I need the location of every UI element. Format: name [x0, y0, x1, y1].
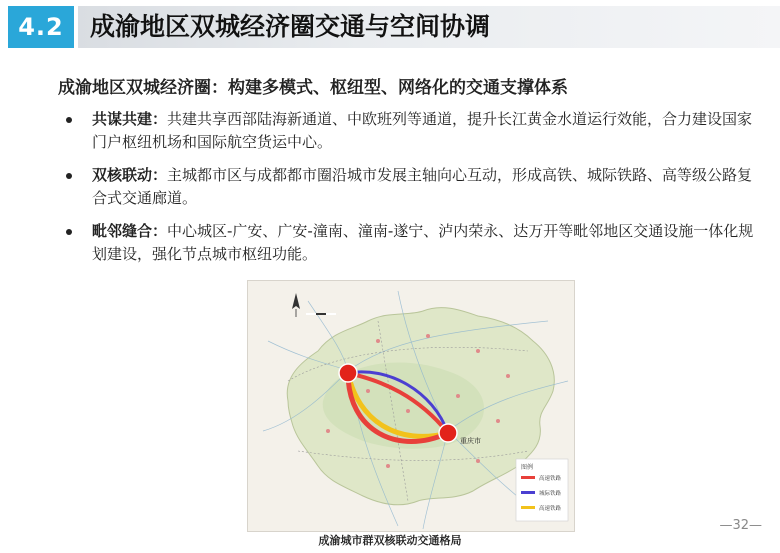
- chongqing-label: 重庆市: [460, 437, 481, 445]
- bullet-dot: [66, 117, 72, 123]
- header: [0, 0, 780, 56]
- chongqing-core-node: [439, 424, 457, 442]
- chengdu-core-node: [339, 364, 357, 382]
- map-svg: [248, 281, 574, 531]
- map-legend: [516, 459, 568, 521]
- bullet-lead: 双核联动：: [92, 166, 168, 184]
- bullet-text: 主城都市区与成都都市圈沿城市发展主轴向心互动，形成高铁、城际铁路、高等级公路复合式交通廊道。: [92, 166, 753, 207]
- bullet-text: 共建共享西部陆海新通道、中欧班列等通道，提升长江黄金水道运行效能，合力建设国家门户枢纽机场和国际航空货运中心。: [92, 110, 753, 151]
- bullet-item-adjacent: [58, 220, 758, 266]
- bullet-lead: 共谋共建：: [92, 110, 168, 128]
- legend-swatch-red: [521, 476, 535, 479]
- north-arrow-icon: [292, 293, 300, 317]
- bullet-dot: [66, 229, 72, 235]
- bullet-list: [58, 108, 758, 276]
- legend-title: 图例: [521, 464, 534, 471]
- bullet-item-dual-core: [58, 164, 758, 210]
- transport-map: [247, 280, 575, 532]
- legend-label: 高速铁路: [539, 506, 562, 512]
- legend-label: 高速铁路: [539, 476, 562, 482]
- map-caption: 成渝城市群双核联动交通格局: [318, 534, 462, 547]
- bullet-text: 中心城区-广安、广安-潼南、潼南-遂宁、泸内荣永、达万开等毗邻地区交通设施一体化规划建设，强化节点城市枢纽功能。: [92, 222, 754, 263]
- legend-swatch-blue: [521, 491, 535, 494]
- scale-bar: [306, 313, 336, 315]
- bullet-lead: 毗邻缝合：: [92, 222, 168, 240]
- legend-label: 城际铁路: [539, 491, 562, 497]
- bullet-item-cooperation: [58, 108, 758, 154]
- slide-subtitle: 成渝地区双城经济圈：构建多模式、枢纽型、网络化的交通支撑体系: [58, 78, 568, 98]
- legend-swatch-yellow: [521, 506, 535, 509]
- bullet-dot: [66, 173, 72, 179]
- section-number-badge: 4.2: [8, 6, 74, 48]
- page-number: —32—: [719, 518, 762, 533]
- page-title: 成渝地区双城经济圈交通与空间协调: [90, 12, 491, 41]
